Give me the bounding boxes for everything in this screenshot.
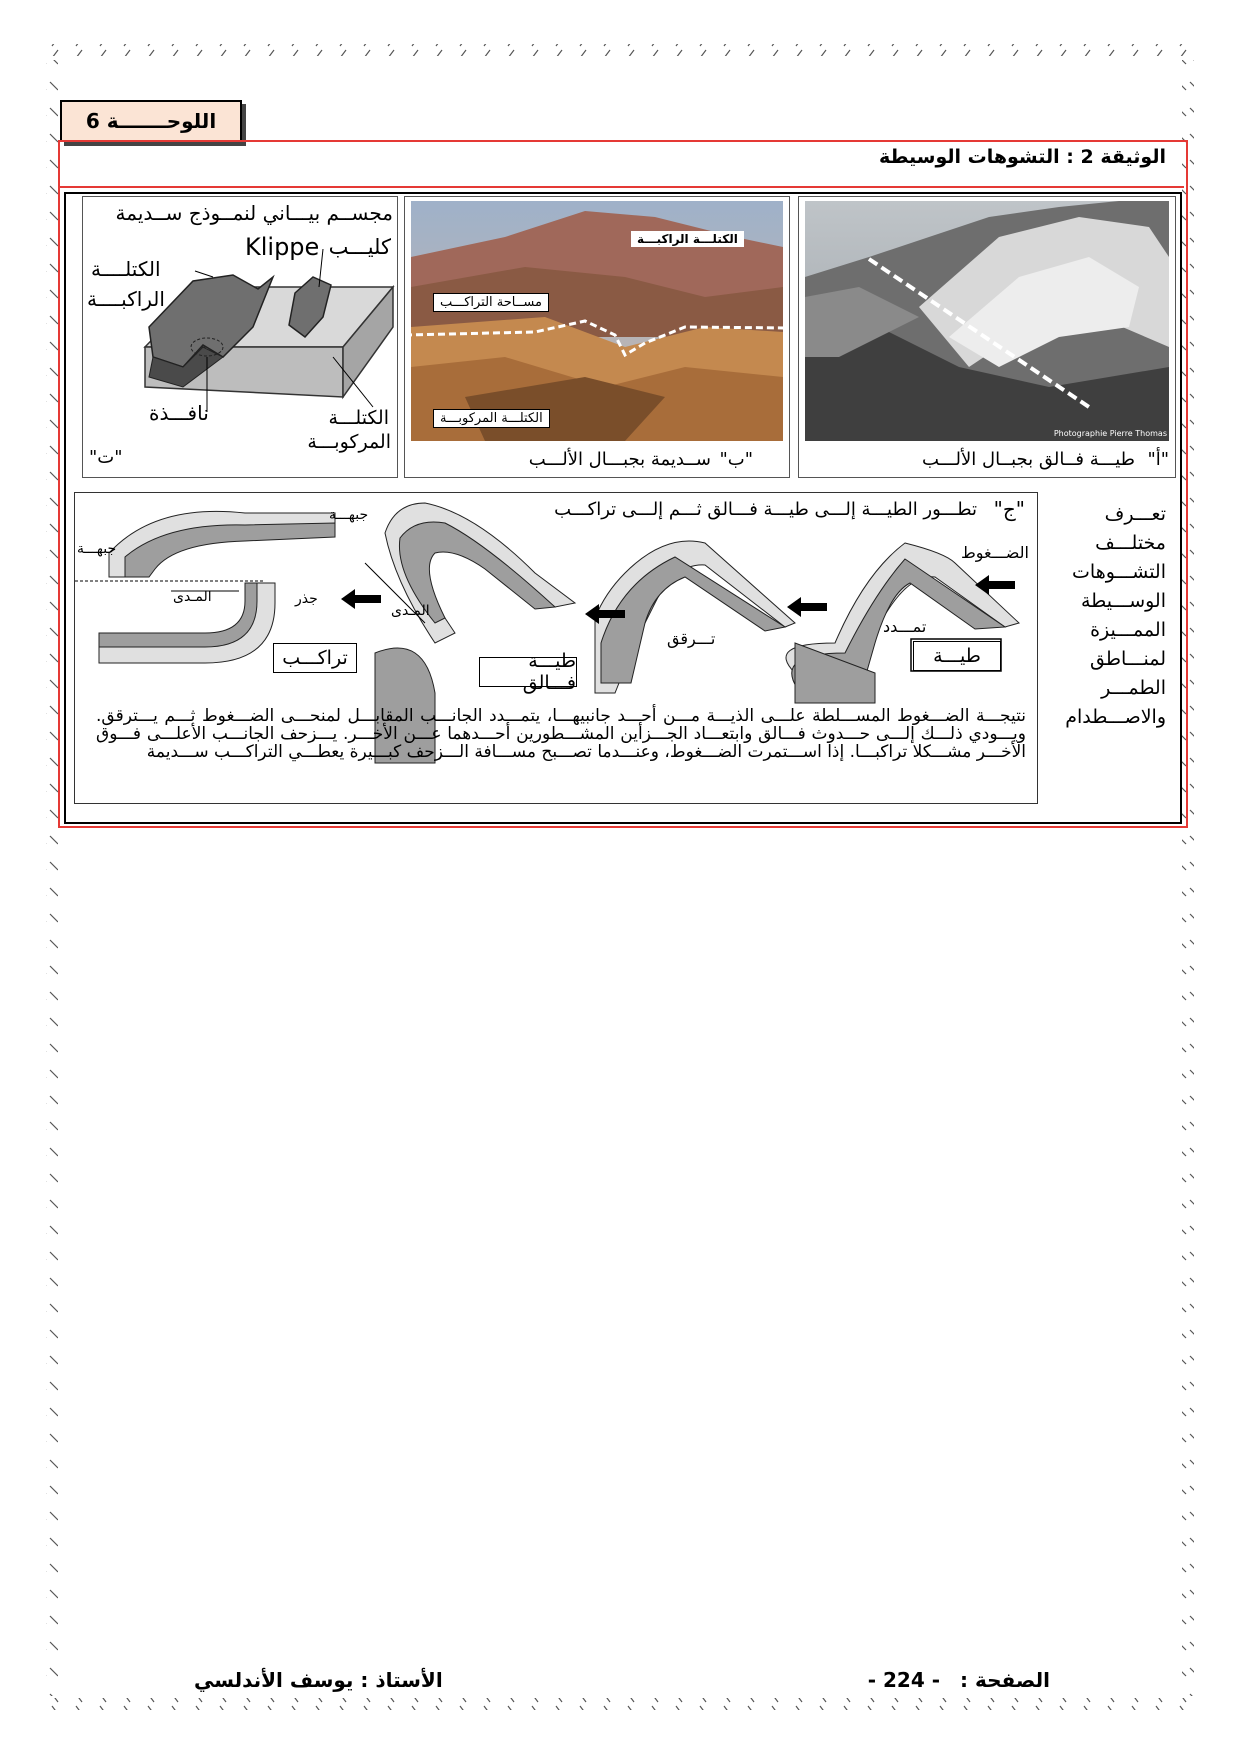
thinning-label: تـــرقق <box>667 629 716 648</box>
box-fault-fold: طيـــة فـــالق <box>479 657 577 687</box>
panel-j-letter: "ج" <box>993 497 1025 521</box>
panel-t-title: مجســم بيـــاني لنمــوذج ســديمة <box>115 201 393 225</box>
window-label: نافـــذة <box>149 401 209 425</box>
side-note-line: الطمـــر <box>1101 677 1166 699</box>
pressure-label: الضـــغوط <box>960 543 1029 562</box>
side-note-line: تعـــرف <box>1104 503 1166 525</box>
label-lower-mass: الكتلـــة المركوبـــة <box>433 409 550 428</box>
upper-mass-line1: الكتلــــة <box>91 257 161 281</box>
klippe-latin: Klippe <box>245 233 320 261</box>
label-upper-mass: الكتلـــة الراكبـــة <box>631 231 744 247</box>
range-label-1: المـدى <box>173 589 212 605</box>
side-note-line: مختلـــف <box>1095 532 1166 554</box>
stretch-label: تمـــدد <box>883 617 927 636</box>
range-label-2: المـدى <box>391 603 430 619</box>
box-overthrust: تراكـــب <box>273 643 357 673</box>
panel-a-caption: طيـــة فــالق بجبــال الألـــب <box>922 449 1135 470</box>
root-label: جذر <box>295 591 318 607</box>
panel-b-letter: "ب" <box>719 449 753 470</box>
front-label-1: جبهـــة <box>329 507 369 523</box>
upper-mass-line2: الراكبــــة <box>87 287 165 311</box>
document-title: الوثيقة 2 : التشوهات الوسيطة <box>878 146 1166 168</box>
plate-label: اللوحـــــــة 6 <box>60 100 242 142</box>
panel-t <box>82 196 398 478</box>
footer-page-label: الصفحة : <box>960 1668 1050 1692</box>
label-thrust-surface: مســاحة التراكـــب <box>433 293 549 312</box>
panel-b <box>404 196 790 478</box>
side-note-line: والاصـــطدام <box>1065 706 1166 728</box>
panel-b-caption: ســديمة بجبـــال الألـــب <box>528 449 711 470</box>
overthrust-stage <box>99 511 335 663</box>
fault-fold-photo <box>799 197 1175 447</box>
panel-a-letter: "أ" <box>1147 449 1169 470</box>
side-note-line: لمنـــاطق <box>1090 648 1166 670</box>
lower-mass-line2: المركوبـــة <box>307 431 391 453</box>
panel-j-title: تطـــور الطيـــة إلـــى طيـــة فـــالق ثـــم إلـــى تراكـــب <box>554 499 977 520</box>
footer-author: الأستاذ : يوسف الأندلسي <box>194 1668 443 1692</box>
panel-a <box>798 196 1176 478</box>
photo-credit: Photographie Pierre Thomas <box>1053 429 1167 438</box>
box-fold: طيـــة <box>913 641 1001 671</box>
klippe-arabic: كليـــب <box>328 235 391 259</box>
panel-j-paragraph: نتيجـــة الضـــغوط المســـلطة علـــى الذيـــة مـــن أحـــد جانبيهـــا، يتمـــدد الجانـــب المقابـــل لمنحـــى الضـــغوط ثـــم يـــترقق. ويـــودي ذلـــك إلـــى حـــدوث فـــالق وابتعـــاد الجـــزأين المشـــطورين أحـــدهما عـــن الأخـــر. يـــزحف الجانـــب الأعلـــى فـــوق الأخـــر مشـــكلا تراكبـــا. إذا اســـتمرت الضـــغوط، وعنـــدما تصـــبح مســـافة الـــزحف كبـــيرة يعطـــي التراكـــب ســـديمة <box>96 706 1026 762</box>
lower-mass-line1: الكتلـــة <box>328 407 389 429</box>
front-label-2: جبهـــة <box>77 541 117 557</box>
side-note-line: الممـــيزة <box>1090 619 1166 641</box>
footer-page-number: - 224 - <box>867 1668 940 1692</box>
side-note-line: التشـــوهات <box>1072 561 1166 583</box>
side-note-line: الوســـيطة <box>1080 590 1166 612</box>
side-note <box>1048 500 1166 732</box>
panel-t-letter: "ت" <box>89 447 123 468</box>
